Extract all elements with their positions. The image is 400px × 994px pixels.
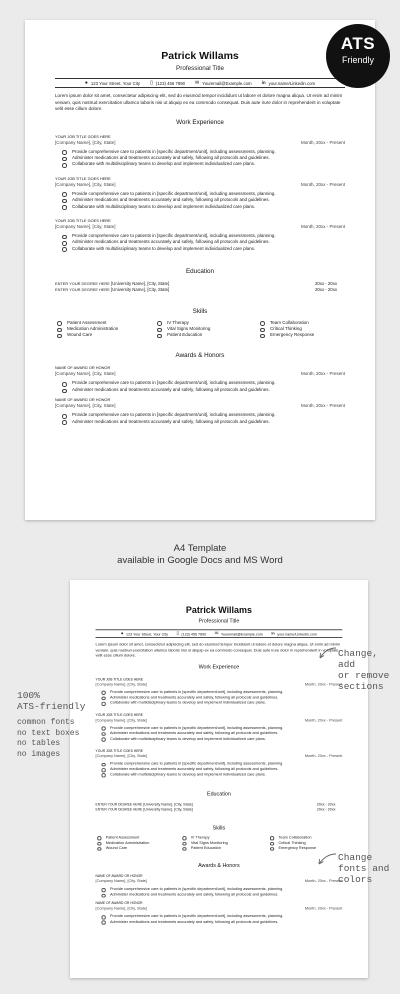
job-company: [Company Name], [City, State] bbox=[95, 681, 147, 686]
change-sections-line: or remove bbox=[338, 670, 390, 681]
feature-item: no text boxes bbox=[17, 728, 80, 738]
resume-preview-large bbox=[25, 20, 375, 520]
skill-item: Patient Assessment bbox=[97, 835, 182, 840]
skill-item: Patient Assessment bbox=[57, 320, 157, 326]
job-company: [Company Name], [City, State] bbox=[95, 753, 147, 758]
job-bullet: Collaborate with multidisciplinary teams to develop and implement individualized care plans. bbox=[100, 736, 343, 741]
resume-document bbox=[70, 580, 368, 925]
ats-friendly-badge bbox=[326, 24, 390, 88]
contact-text: 123 Your Street, Your City bbox=[90, 80, 141, 86]
award-title: NAME OF AWARD OR HONOR bbox=[95, 901, 143, 906]
section-heading-education: Education bbox=[206, 791, 231, 798]
location-pin-icon: ● bbox=[120, 630, 124, 636]
features-list bbox=[17, 718, 79, 760]
education-dates: 20xx - 20xx bbox=[316, 807, 336, 812]
award-dates: Month, 20xx - Present bbox=[304, 906, 343, 911]
arrow-icon bbox=[314, 850, 338, 868]
school: [University Name], [City, State] bbox=[111, 281, 170, 287]
contact-text: (123) 456 7890 bbox=[181, 631, 207, 636]
ats-friendly-note bbox=[17, 690, 85, 712]
template-caption bbox=[0, 543, 400, 567]
arrow-icon bbox=[316, 644, 338, 662]
award-entry bbox=[55, 365, 345, 393]
skill-item: Wound Care bbox=[97, 846, 182, 851]
award-company: [Company Name], [City, State] bbox=[55, 371, 116, 377]
education-dates: 20xx - 20xx bbox=[315, 287, 337, 293]
resume-name: Patrick Willams bbox=[161, 50, 239, 62]
education-dates: 20xx - 20xx bbox=[315, 281, 337, 287]
job-bullet: Collaborate with multidisciplinary teams to develop and implement individualized care plans. bbox=[100, 772, 343, 777]
award-dates: Month, 20xx - Present bbox=[300, 403, 345, 409]
linkedin-icon: in bbox=[261, 79, 266, 85]
contact-item bbox=[271, 631, 317, 635]
job-entry bbox=[55, 218, 345, 252]
badge-subtitle: Friendly bbox=[341, 55, 374, 65]
section-heading-education: Education bbox=[185, 268, 214, 276]
change-sections-line: Change, add bbox=[338, 648, 378, 670]
job-bullet: Administer medications and treatments accurately and safely, following all protocols and guidelines. bbox=[60, 239, 345, 245]
contact-text: Youremail@Example.com bbox=[220, 631, 263, 636]
ats-note-line-2: ATS-friendly bbox=[17, 701, 86, 712]
contact-item bbox=[121, 631, 168, 635]
skill-item: Wound Care bbox=[57, 332, 157, 338]
job-title: YOUR JOB TITLE GOES HERE bbox=[95, 748, 143, 753]
change-fonts-line: colors bbox=[338, 874, 373, 885]
job-title: YOUR JOB TITLE GOES HERE bbox=[95, 712, 143, 717]
caption-line-1: A4 Template bbox=[173, 543, 227, 554]
award-title: NAME OF AWARD OR HONOR bbox=[55, 397, 111, 403]
award-company: [Company Name], [City, State] bbox=[55, 403, 116, 409]
change-fonts-line: fonts and bbox=[338, 863, 390, 874]
school: [University Name], [City, State] bbox=[143, 802, 193, 807]
job-dates: Month, 20xx - Present bbox=[300, 181, 345, 187]
job-company: [Company Name], [City, State] bbox=[55, 181, 116, 187]
degree: ENTER YOUR DEGREE HERE bbox=[95, 807, 143, 812]
skill-item: Team Collaboration bbox=[260, 320, 340, 326]
section-heading-skills: Skills bbox=[192, 307, 208, 315]
award-bullet: Administer medications and treatments accurately and safely, following all protocols and guidelines. bbox=[60, 387, 345, 393]
award-bullet: Provide comprehensive care to patients in [specific department/unit], including assessments, planning. bbox=[60, 380, 345, 386]
job-bullet: Provide comprehensive care to patients in [specific department/unit], including assessments, planning. bbox=[100, 689, 343, 694]
feature-item: no tables bbox=[17, 739, 61, 748]
school: [University Name], [City, State] bbox=[143, 807, 193, 812]
education-entry bbox=[96, 808, 343, 813]
job-title: YOUR JOB TITLE GOES HERE bbox=[55, 217, 111, 223]
job-bullet: Administer medications and treatments accurately and safely, following all protocols and guidelines. bbox=[60, 197, 345, 203]
contact-bar bbox=[55, 78, 345, 88]
award-company: [Company Name], [City, State] bbox=[95, 879, 147, 884]
job-bullet: Provide comprehensive care to patients in [specific department/unit], including assessments, planning. bbox=[60, 149, 345, 155]
degree: ENTER YOUR DEGREE HERE bbox=[55, 281, 110, 287]
degree: ENTER YOUR DEGREE HERE bbox=[95, 802, 143, 807]
envelope-icon: ✉ bbox=[195, 79, 200, 86]
change-sections-line: sections bbox=[338, 681, 384, 692]
job-entry bbox=[55, 176, 345, 210]
award-dates: Month, 20xx - Present bbox=[304, 879, 343, 884]
education-list bbox=[96, 802, 343, 813]
contact-item bbox=[215, 631, 263, 635]
award-bullet: Administer medications and treatments accurately and safely, following all protocols and guidelines. bbox=[100, 919, 343, 924]
contact-text: 123 Your Street, Your City bbox=[126, 631, 168, 636]
degree: ENTER YOUR DEGREE HERE bbox=[55, 287, 110, 293]
envelope-icon: ✉ bbox=[214, 630, 219, 636]
resume-document bbox=[25, 20, 375, 425]
contact-bar bbox=[96, 629, 343, 638]
award-bullet: Administer medications and treatments accurately and safely, following all protocols and guidelines. bbox=[100, 892, 343, 897]
feature-item: no images bbox=[17, 749, 61, 759]
contact-text: your.name/Linkedin.com bbox=[268, 80, 316, 86]
job-entry bbox=[96, 748, 343, 777]
job-company: [Company Name], [City, State] bbox=[55, 139, 116, 145]
phone-icon: ▯ bbox=[176, 630, 179, 636]
award-title: NAME OF AWARD OR HONOR bbox=[55, 365, 111, 371]
contact-item bbox=[150, 81, 185, 86]
award-company: [Company Name], [City, State] bbox=[95, 906, 147, 911]
phone-icon: ▯ bbox=[150, 79, 153, 86]
job-bullet: Collaborate with multidisciplinary teams to develop and implement individualized care plans. bbox=[60, 246, 345, 252]
skill-item: Emergency Response bbox=[270, 846, 338, 851]
ats-note-line-1: 100% bbox=[17, 690, 40, 701]
job-bullet: Provide comprehensive care to patients in [specific department/unit], including assessments, planning. bbox=[100, 761, 343, 766]
change-fonts-line: Change bbox=[338, 852, 373, 863]
job-bullet: Collaborate with multidisciplinary teams to develop and implement individualized care plans. bbox=[100, 700, 343, 705]
job-title: YOUR JOB TITLE GOES HERE bbox=[55, 133, 111, 139]
award-entry bbox=[96, 901, 343, 925]
change-sections-note bbox=[338, 648, 400, 692]
skill-item: Emergency Response bbox=[260, 332, 340, 338]
contact-item bbox=[262, 81, 316, 86]
school: [University Name], [City, State] bbox=[111, 287, 170, 293]
contact-text: your.name/Linkedin.com bbox=[277, 631, 317, 636]
contact-text: (123) 456 7890 bbox=[155, 80, 186, 86]
section-heading-awards: Awards & Honors bbox=[175, 352, 225, 360]
skill-item: IV Therapy bbox=[157, 320, 260, 326]
change-fonts-note bbox=[338, 852, 389, 885]
award-bullet: Provide comprehensive care to patients in [specific department/unit], including assessments, planning. bbox=[60, 412, 345, 418]
skill-item: Medication Administration bbox=[57, 326, 157, 332]
job-bullet: Provide comprehensive care to patients in [specific department/unit], including assessments, planning. bbox=[60, 233, 345, 239]
resume-name: Patrick Willams bbox=[185, 605, 252, 616]
award-bullet: Provide comprehensive care to patients in [specific department/unit], including assessments, planning. bbox=[100, 887, 343, 892]
feature-item: common fonts bbox=[17, 718, 75, 727]
job-dates: Month, 20xx - Present bbox=[300, 139, 345, 145]
contact-item bbox=[176, 631, 206, 635]
section-heading-awards: Awards & Honors bbox=[198, 862, 240, 869]
job-company: [Company Name], [City, State] bbox=[95, 717, 147, 722]
job-bullet: Administer medications and treatments accurately and safely, following all protocols and guidelines. bbox=[100, 695, 343, 700]
education-entry bbox=[55, 287, 345, 293]
job-bullet: Administer medications and treatments accurately and safely, following all protocols and guidelines. bbox=[100, 767, 343, 772]
section-heading-work: Work Experience bbox=[176, 118, 224, 126]
skill-item: Patient Education bbox=[157, 332, 260, 338]
job-title: YOUR JOB TITLE GOES HERE bbox=[95, 676, 143, 681]
section-heading-skills: Skills bbox=[212, 824, 226, 831]
job-dates: Month, 20xx - Present bbox=[304, 681, 343, 686]
skill-item: Vital Signs Monitoring bbox=[157, 326, 260, 332]
contact-item bbox=[85, 81, 140, 86]
job-bullet: Provide comprehensive care to patients in [specific department/unit], including assessments, planning. bbox=[100, 725, 343, 730]
resume-preview-small bbox=[70, 580, 368, 978]
job-dates: Month, 20xx - Present bbox=[304, 717, 343, 722]
contact-text: Youremail@Example.com bbox=[202, 80, 252, 86]
job-dates: Month, 20xx - Present bbox=[300, 223, 345, 229]
resume-professional-title: Professional Title bbox=[198, 618, 240, 625]
education-dates: 20xx - 20xx bbox=[316, 802, 336, 807]
award-entry bbox=[96, 874, 343, 898]
award-entry bbox=[55, 397, 345, 425]
job-bullet: Administer medications and treatments accurately and safely, following all protocols and guidelines. bbox=[60, 155, 345, 161]
skill-item: Patient Education bbox=[182, 846, 270, 851]
resume-summary: Lorem ipsum dolor sit amet, consectetur adipiscing elit, sed do eiusmod tempor incididunt ut labore et dolore magna aliqua. Ut enim ad minim veniam, quis nostrud exercitation ullamco laboris nisi ut aliquip ex ea commodo consequat. Duis aute irure dolor in reprehenderit in voluptate velit esse cillum dolore. bbox=[55, 93, 343, 111]
skill-item: Medication Administration bbox=[97, 840, 182, 845]
award-title: NAME OF AWARD OR HONOR bbox=[95, 873, 143, 879]
job-bullet: Provide comprehensive care to patients in [specific department/unit], including assessments, planning. bbox=[60, 191, 345, 197]
job-bullet: Collaborate with multidisciplinary teams to develop and implement individualized care plans. bbox=[60, 161, 345, 167]
job-title: YOUR JOB TITLE GOES HERE bbox=[55, 175, 111, 181]
resume-summary: Lorem ipsum dolor sit amet, consectetur adipiscing elit, sed do eiusmod tempor incididunt ut labore et dolore magna aliqua. Ut enim ad minim veniam, quis nostrud exercitation ullamco laboris nisi ut aliquip ex ea commodo consequat. Duis aute irure dolor in reprehenderit in voluptate velit esse cillum dolore. bbox=[95, 642, 340, 658]
skill-item: Critical Thinking bbox=[270, 840, 338, 845]
caption-line-2: available in Google Docs and MS Word bbox=[117, 555, 283, 566]
contact-item bbox=[195, 81, 252, 86]
education-list bbox=[55, 281, 345, 293]
section-heading-work: Work Experience bbox=[198, 663, 240, 670]
location-pin-icon: ● bbox=[84, 79, 88, 86]
award-dates: Month, 20xx - Present bbox=[300, 371, 345, 377]
job-bullet: Collaborate with multidisciplinary teams to develop and implement individualized care plans. bbox=[60, 204, 345, 210]
badge-title: ATS bbox=[340, 34, 376, 53]
job-company: [Company Name], [City, State] bbox=[55, 223, 116, 229]
job-bullet: Administer medications and treatments accurately and safely, following all protocols and guidelines. bbox=[100, 731, 343, 736]
resume-professional-title: Professional Title bbox=[176, 65, 224, 72]
award-bullet: Administer medications and treatments accurately and safely, following all protocols and guidelines. bbox=[60, 419, 345, 425]
skills-grid bbox=[55, 320, 345, 339]
award-bullet: Provide comprehensive care to patients in [specific department/unit], including assessments, planning. bbox=[100, 914, 343, 919]
skill-item: Vital Signs Monitoring bbox=[182, 840, 270, 845]
skills-grid bbox=[96, 835, 343, 851]
job-entry bbox=[96, 677, 343, 706]
skill-item: Critical Thinking bbox=[260, 326, 340, 332]
job-entry bbox=[55, 134, 345, 168]
skill-item: Team Collaboration bbox=[270, 835, 338, 840]
job-dates: Month, 20xx - Present bbox=[304, 753, 343, 758]
linkedin-icon: in bbox=[271, 630, 275, 636]
skill-item: IV Therapy bbox=[182, 835, 270, 840]
job-entry bbox=[96, 713, 343, 742]
